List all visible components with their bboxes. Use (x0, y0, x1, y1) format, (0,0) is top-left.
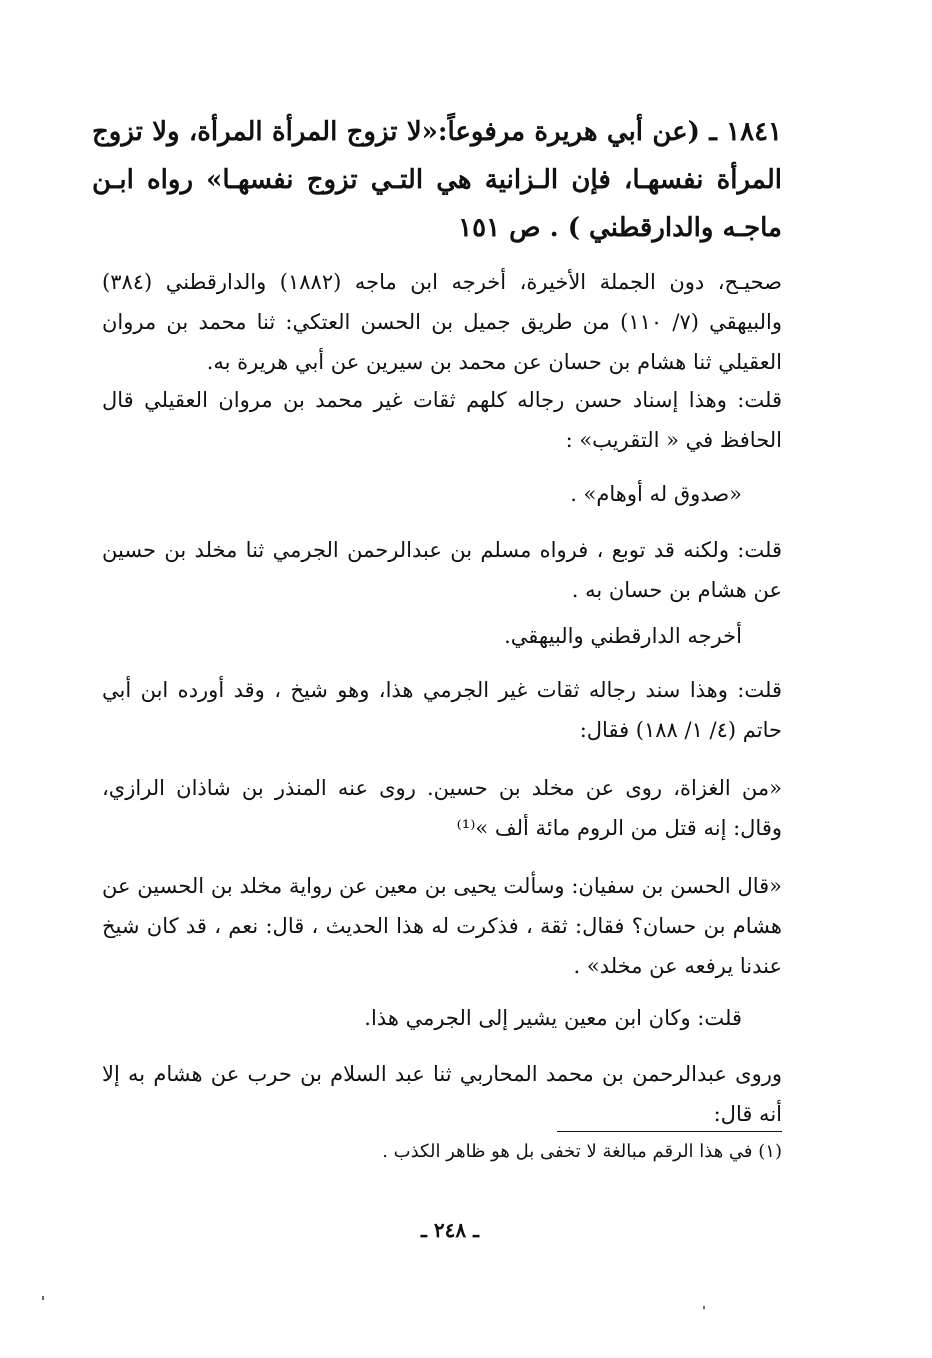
page-number: ـ ٢٤٨ ـ (421, 1218, 479, 1242)
paragraph-quote-abi-hatim: «من الغزاة، روى عن مخلد بن حسين. روى عنه المنذر بن شاذان الرازي، وقال: إنه قتل من الروم مائة ألف »⁽¹⁾ (102, 776, 782, 840)
hadith-text: ١٨٤١ ـ (عن أبي هريرة مرفوعاً:«لا تزوج المرأة المرأة، ولا تزوج المرأة نفسهـا، فإن الـزانية هي التـي تزوج نفسهـا» رواه ابـن ماجـه والدارقطني ) . ص ١٥١ (92, 117, 782, 243)
footnote: (١) في هذا الرقم مبالغة لا تخفى بل هو ظاهر الكذب . (382, 1141, 782, 1162)
paragraph-source: أخرجه الدارقطني والبيهقي. (504, 624, 742, 648)
paragraph-quote-taqrib: «صدوق له أوهام» . (570, 482, 742, 506)
paragraph-jarmi: قلت: وهذا سند رجاله ثقات غير الجرمي هذا، وهو شيخ ، وقد أورده ابن أبي حاتم (٤/ ١/ ١٨٨) فقال: (102, 678, 782, 742)
paragraph-muharibi: وروى عبدالرحمن بن محمد المحاربي ثنا عبد السلام بن حرب عن هشام به إلا أنه قال: (102, 1062, 782, 1126)
paragraph-takhrij: صحيـح، دون الجملة الأخيرة، أخرجه ابن ماجه (١٨٨٢) والدارقطني (٣٨٤) والبيهقي (٧/ ١١٠) من طريق جميل بن الحسن العتكي: ثنا محمد بن مروان العقيلي ثنا هشام بن حسان عن محمد بن سيرين عن أبي هريرة به. (102, 270, 782, 374)
paragraph-isnad-note: قلت: وهذا إسناد حسن رجاله كلهم ثقات غير محمد بن مروان العقيلي قال الحافظ في « التقريب» : (102, 388, 782, 452)
scan-speck (703, 1306, 705, 1309)
paragraph-remark: قلت: وكان ابن معين يشير إلى الجرمي هذا. (364, 1006, 742, 1030)
paragraph-quote-ibn-maeen: «قال الحسن بن سفيان: وسألت يحيى بن معين عن رواية مخلد بن الحسين عن هشام بن حسان؟ فقال: ثقة ، فذكرت له هذا الحديث ، قال: نعم ، قد كان شيخ عندنا يرفعه عن مخلد» . (102, 874, 782, 978)
footnote-separator (557, 1131, 782, 1132)
paragraph-mutaba: قلت: ولكنه قد توبع ، فرواه مسلم بن عبدالرحمن الجرمي ثنا مخلد بن حسين عن هشام بن حسان به . (102, 538, 782, 602)
scan-speck (42, 1296, 44, 1300)
